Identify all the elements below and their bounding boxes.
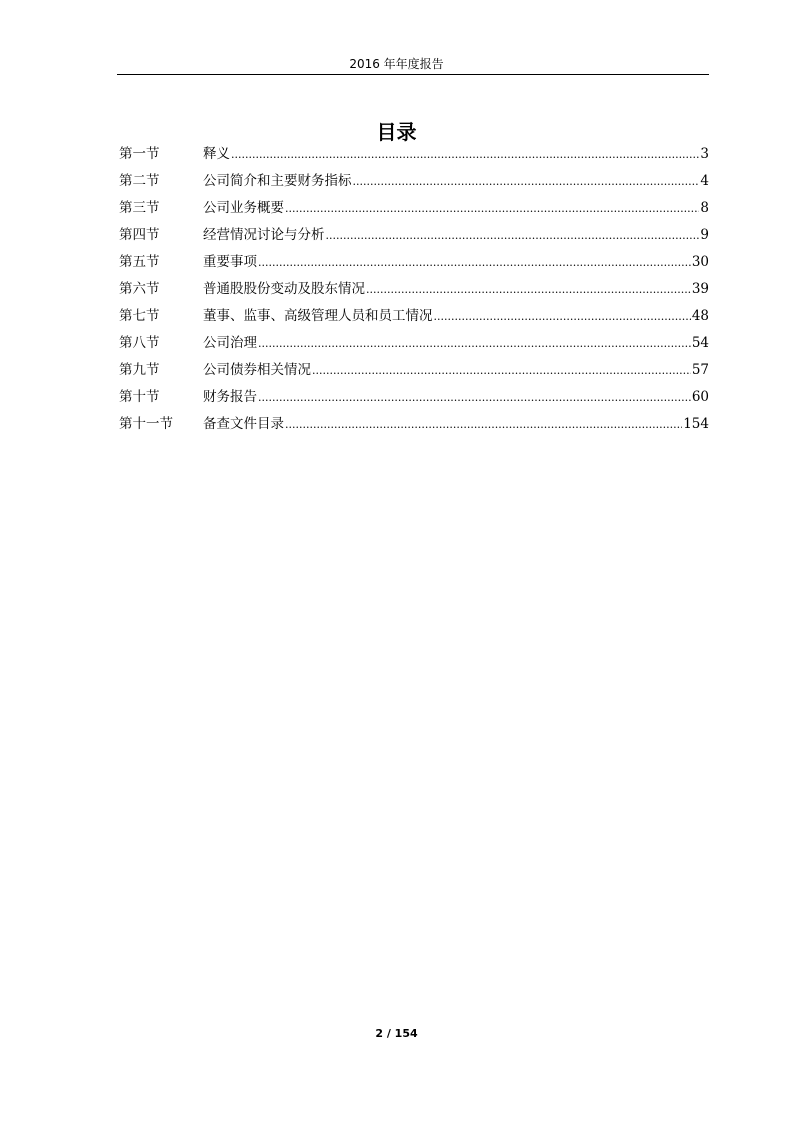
toc-entry-3[interactable] (119, 197, 709, 224)
toc-page-number: 8 (700, 200, 709, 216)
toc-entry-4[interactable] (119, 224, 709, 251)
toc-page-number: 9 (700, 227, 709, 243)
toc-dot-leader (258, 253, 691, 273)
report-header-title: 2016 年年度报告 (349, 57, 444, 71)
toc-section-label: 第十节 (119, 389, 160, 405)
header-rule (117, 74, 709, 75)
toc-entry-title: 经营情况讨论与分析 (203, 227, 325, 243)
toc-page-number: 54 (691, 335, 709, 351)
toc-list (119, 143, 709, 440)
toc-entry-5[interactable] (119, 251, 709, 278)
toc-dot-leader (258, 388, 691, 408)
toc-entry-title: 董事、监事、高级管理人员和员工情况 (203, 308, 433, 324)
toc-entry-title: 财务报告 (203, 389, 257, 405)
toc-entry-9[interactable] (119, 359, 709, 386)
toc-page-number: 30 (691, 254, 709, 270)
toc-section-label: 第三节 (119, 200, 160, 216)
toc-page-number: 39 (691, 281, 709, 297)
toc-section-label: 第九节 (119, 362, 160, 378)
toc-entry-title: 备查文件目录 (203, 416, 284, 432)
toc-page-number: 3 (700, 146, 709, 162)
toc-section-label: 第五节 (119, 254, 160, 270)
toc-entry-8[interactable] (119, 332, 709, 359)
toc-page-number: 48 (691, 308, 709, 324)
toc-section-label: 第七节 (119, 308, 160, 324)
toc-entry-10[interactable] (119, 386, 709, 413)
toc-entry-title: 重要事项 (203, 254, 257, 270)
toc-entry-title: 普通股股份变动及股东情况 (203, 281, 365, 297)
toc-dot-leader (258, 334, 691, 354)
toc-section-label: 第六节 (119, 281, 160, 297)
toc-entry-title: 公司治理 (203, 335, 257, 351)
toc-page-number: 4 (700, 173, 709, 189)
toc-section-label: 第二节 (119, 173, 160, 189)
toc-page-number: 154 (683, 416, 709, 432)
toc-entry-title: 公司业务概要 (203, 200, 284, 216)
page-number-footer: 2 / 154 (375, 1027, 418, 1040)
toc-section-label: 第八节 (119, 335, 160, 351)
toc-heading: 目录 (376, 120, 417, 144)
toc-section-label: 第十一节 (119, 416, 173, 432)
toc-dot-leader (312, 361, 691, 381)
toc-entry-1[interactable] (119, 143, 709, 170)
toc-dot-leader (231, 145, 699, 165)
toc-page-number: 57 (691, 362, 709, 378)
toc-entry-title: 公司简介和主要财务指标 (203, 173, 352, 189)
toc-entry-2[interactable] (119, 170, 709, 197)
toc-dot-leader (326, 226, 700, 246)
toc-entry-title: 释义 (203, 146, 230, 162)
toc-dot-leader (285, 199, 699, 219)
toc-entry-7[interactable] (119, 305, 709, 332)
toc-section-label: 第四节 (119, 227, 160, 243)
toc-entry-title: 公司债券相关情况 (203, 362, 311, 378)
toc-section-label: 第一节 (119, 146, 160, 162)
toc-entry-11[interactable] (119, 413, 709, 440)
toc-dot-leader (434, 307, 691, 327)
toc-page-number: 60 (691, 389, 709, 405)
toc-entry-6[interactable] (119, 278, 709, 305)
toc-dot-leader (285, 415, 682, 435)
toc-dot-leader (366, 280, 691, 300)
toc-dot-leader (353, 172, 700, 192)
